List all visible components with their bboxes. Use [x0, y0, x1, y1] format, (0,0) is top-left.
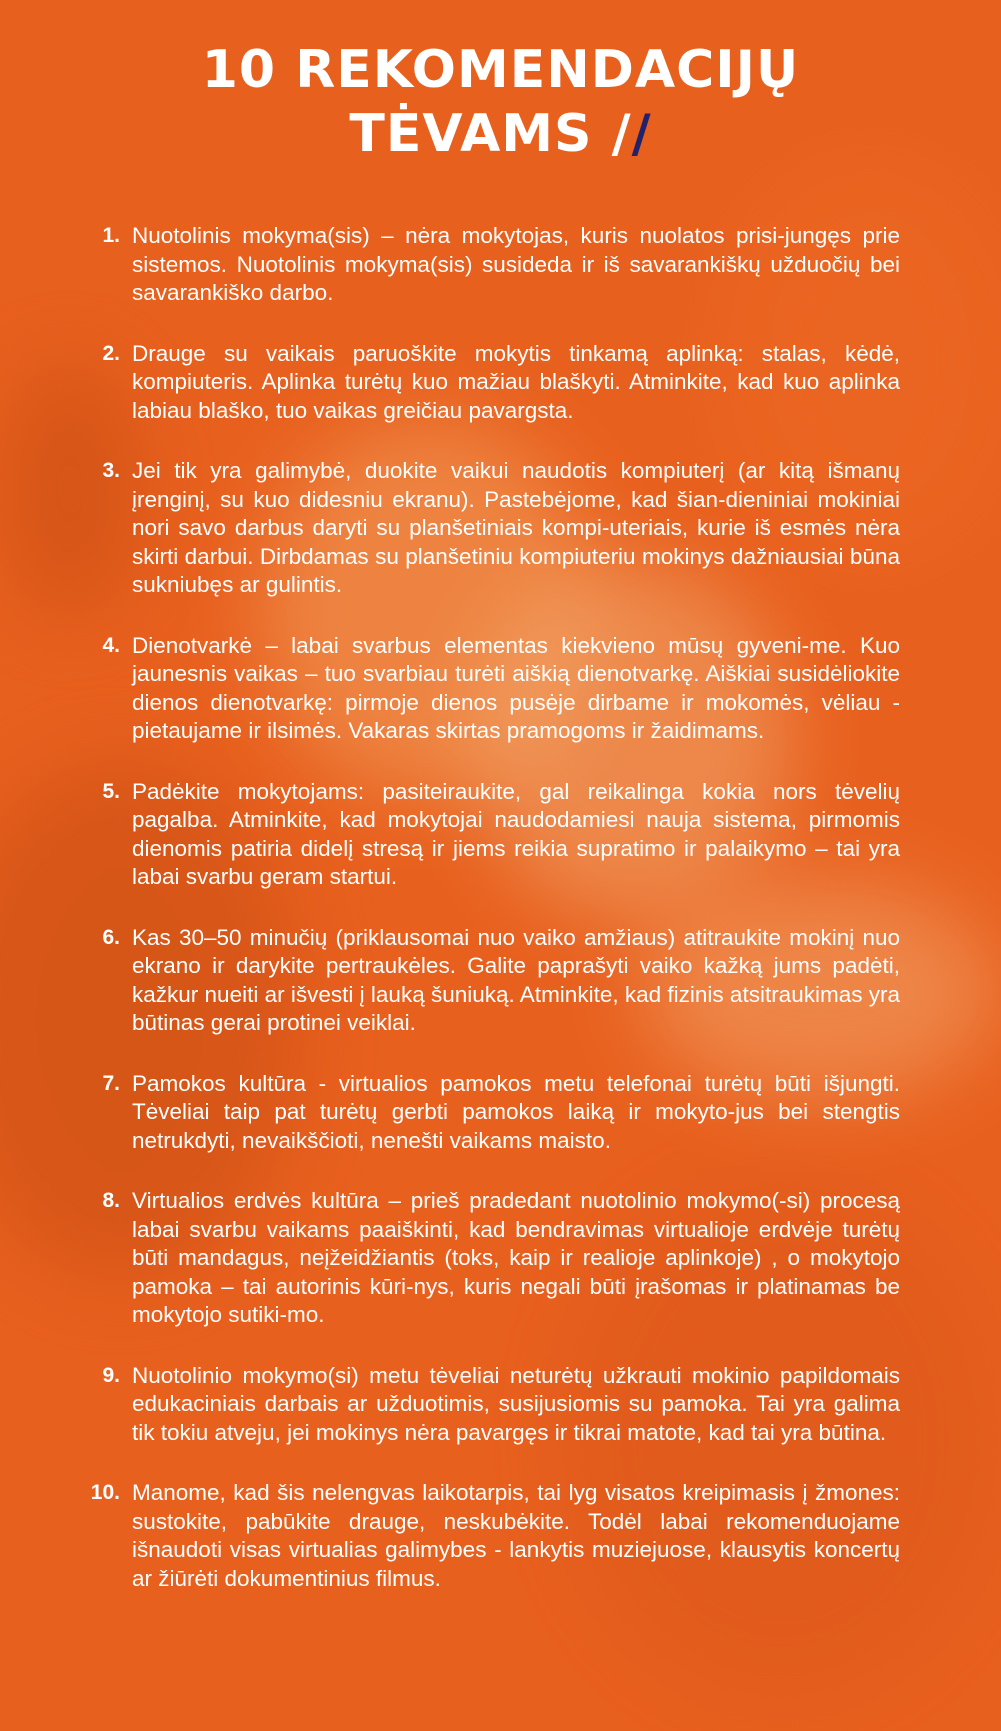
list-item	[70, 222, 900, 308]
list-item	[70, 1070, 900, 1156]
page-title	[0, 38, 1001, 166]
slash-icon: /	[611, 104, 632, 164]
list-item	[70, 924, 900, 1038]
spacer	[70, 308, 900, 340]
list-item	[70, 778, 900, 892]
slash-icon: /	[631, 104, 652, 164]
spacer	[70, 1447, 900, 1479]
item-number: 9.	[102, 1363, 120, 1387]
item-text: Padėkite mokytojams: pasiteiraukite, gal reikalinga kokia nors tėvelių pagalba. Atminkite, kad mokytojai naudodamiesi nauja sistema, pirmomis dienomis patiria didelį stresą ir jiems reikia supratimo ir palaikymo – tai yra labai svarbu geram startui.	[132, 778, 900, 889]
item-text: Nuotolinis mokyma(sis) – nėra mokytojas, kuris nuolatos prisi-jungęs prie sistemos. Nuotolinis mokyma(sis) susideda ir iš savarankiškų užduočių bei savarankiško darbo.	[132, 223, 900, 305]
item-number: 2.	[102, 341, 120, 365]
title-word: TĖVAMS	[349, 104, 593, 164]
item-number: 6.	[102, 925, 120, 949]
spacer	[70, 1038, 900, 1070]
item-text: Virtualios erdvės kultūra – prieš pradedant nuotolinio mokymo(-si) procesą labai svarbu vaikams paaiškinti, kad bendravimas virtualioje erdvėje turėtų būti mandagus, neįžeidžiantis (toks, kaip ir realioje aplinkoje) , o mokytojo pamoka – tai autorinis kūri-nys, kuris negali būti įrašomas ir platinamas be mokytojo sutiki-mo.	[132, 1188, 900, 1327]
spacer	[70, 892, 900, 924]
item-number: 5.	[102, 779, 120, 803]
item-text: Dienotvarkė – labai svarbus elementas kiekvieno mūsų gyveni-me. Kuo jaunesnis vaikas – tuo svarbiau turėti aiškią dienotvarkę. Aiškiai susidėliokite dienos dienotvarkę: pirmoje dienos pusėje dirbame ir mokomės, vėliau - pietaujame ir ilsimės. Vakaras skirtas pramogoms ir žaidimams.	[132, 632, 900, 743]
item-number: 8.	[102, 1189, 120, 1212]
spacer	[70, 1330, 900, 1362]
item-text: Drauge su vaikais paruoškite mokytis tinkamą aplinką: stalas, kėdė, kompiuteris. Aplinka turėtų kuo mažiau blaškyti. Atminkite, kad kuo aplinka labiau blaško, tuo vaikas greičiau pavargsta.	[132, 340, 900, 423]
item-text: Jei tik yra galimybė, duokite vaikui naudotis kompiuterį (ar kitą išmanų įrenginį, su kuo didesniu ekranu). Pastebėjome, kad šian-dieniniai mokiniai nori savo darbus daryti su planšetiniais kompi-uteriais, kurie iš esmės nėra skirti darbui. Dirbdamas su planšetiniu kompiuteriu mokinys dažniausiai būna sukniubęs ar gulintis.	[132, 458, 900, 597]
list-item	[70, 340, 900, 426]
item-text: Nuotolinio mokymo(si) metu tėveliai neturėtų užkrauti mokinio papildomais edukaciniais darbais ar užduotimis, susijusiomis su pamoka. Tai yra galima tik tokiu atveju, jei mokinys nėra pavargęs ir tikrai matote, kad tai yra būtina.	[132, 1362, 900, 1445]
list-item	[70, 1362, 900, 1448]
spacer	[70, 425, 900, 457]
item-text: Kas 30–50 minučių (priklausomai nuo vaiko amžiaus) atitraukite mokinį nuo ekrano ir darykite pertraukėles. Galite paprašyti vaiko kažką jums padėti, kažkur nueiti ar išvesti į lauką šuniuką. Atminkite, kad fizinis atsitraukimas yra būtinas gerai protinei veiklai.	[132, 924, 900, 1035]
item-number: 4.	[102, 633, 120, 657]
list-item	[70, 457, 900, 600]
list-item	[70, 632, 900, 746]
item-text: Manome, kad šis nelengvas laikotarpis, tai lyg visatos kreipimasis į žmones: sustokite, pabūkite drauge, neskubėkite. Todėl labai rekomenduojame išnaudoti visas virtualias galimybes - lankytis muziejuose, klausytis koncertų ar žiūrėti dokumentinius filmus.	[132, 1480, 900, 1591]
item-number: 7.	[102, 1071, 120, 1095]
item-text: Pamokos kultūra - virtualios pamokos metu telefonai turėtų būti išjungti. Tėveliai taip pat turėtų gerbti pamokos laiką ir mokyto-jus bei stengtis netrukdyti, nevaikščioti, nenešti vaikams maisto.	[132, 1070, 900, 1153]
title-line-1: 10 REKOMENDACIJŲ	[201, 40, 800, 100]
recommendation-list	[70, 222, 900, 1593]
spacer	[70, 600, 900, 632]
list-item	[70, 1479, 900, 1593]
list-item	[70, 1187, 900, 1330]
spacer	[70, 746, 900, 778]
title-line-2	[0, 102, 1001, 166]
item-number: 10.	[90, 1481, 120, 1504]
item-number: 3.	[102, 459, 120, 482]
item-number: 1.	[102, 224, 120, 247]
spacer	[70, 1155, 900, 1187]
